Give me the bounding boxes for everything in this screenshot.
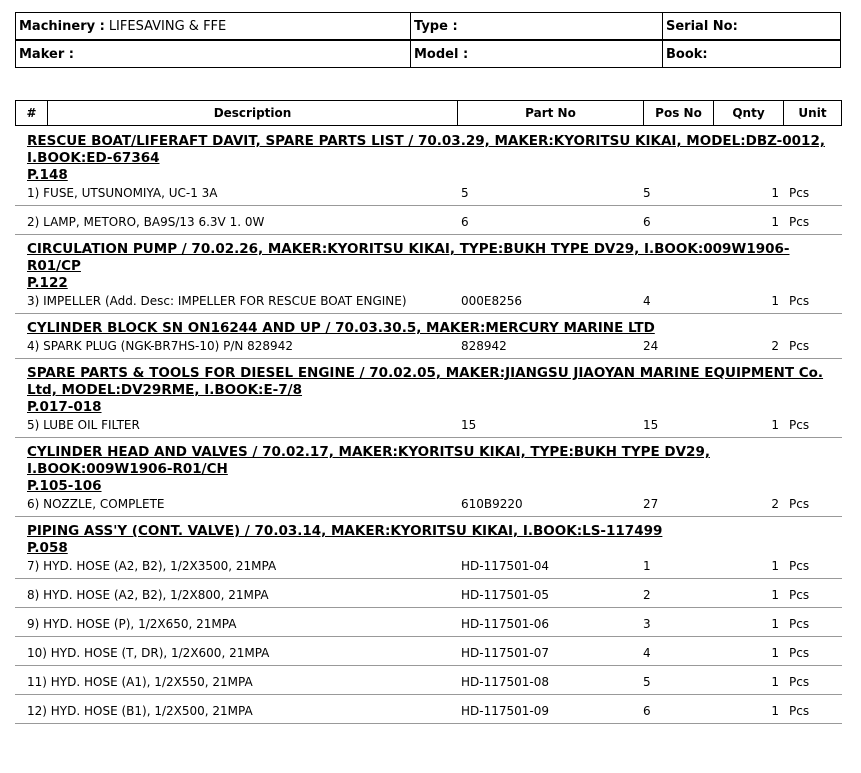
section-title-line: CYLINDER BLOCK SN ON16244 AND UP / 70.03.30.5, MAKER:MERCURY MARINE LTD (27, 320, 655, 336)
col-unit: Unit (784, 101, 842, 126)
item-description: 10) HYD. HOSE (T, DR), 1/2X600, 21MPA (27, 646, 270, 660)
item-pos-no: 5 (643, 675, 651, 689)
section-title-line: CYLINDER HEAD AND VALVES / 70.02.17, MAKER:KYORITSU KIKAI, TYPE:BUKH TYPE DV29, (27, 444, 710, 460)
section-title-line: P.017-018 (27, 399, 102, 415)
table-row (15, 637, 842, 666)
item-unit: Pcs (789, 294, 810, 308)
item-description: 11) HYD. HOSE (A1), 1/2X550, 21MPA (27, 675, 253, 689)
table-row (15, 184, 842, 206)
section-title (27, 241, 842, 292)
table-row (15, 666, 842, 695)
item-description: 3) IMPELLER (Add. Desc: IMPELLER FOR RESCUE BOAT ENGINE) (27, 294, 407, 308)
section-title-line: P.058 (27, 540, 68, 556)
section-title (27, 444, 842, 495)
item-description: 5) LUBE OIL FILTER (27, 418, 140, 432)
item-qnty: 1 (771, 186, 779, 200)
item-description: 2) LAMP, METORO, BA9S/13 6.3V 1. 0W (27, 215, 265, 229)
section (15, 127, 842, 235)
item-qnty: 1 (771, 215, 779, 229)
item-unit: Pcs (789, 186, 810, 200)
item-qnty: 1 (771, 559, 779, 573)
item-description: 8) HYD. HOSE (A2, B2), 1/2X800, 21MPA (27, 588, 269, 602)
item-pos-no: 24 (643, 339, 659, 353)
section-title-line: I.BOOK:ED-67364 (27, 150, 160, 166)
item-unit: Pcs (789, 418, 810, 432)
table-row (15, 292, 842, 313)
item-qnty: 1 (771, 418, 779, 432)
maker-cell (16, 41, 411, 68)
model-cell (411, 41, 663, 68)
table-row (15, 337, 842, 358)
maker-label: Maker : (19, 46, 74, 62)
model-label: Model : (414, 46, 469, 62)
item-part-no: HD-117501-07 (461, 646, 550, 660)
item-qnty: 2 (771, 339, 779, 353)
item-part-no: 5 (461, 186, 469, 200)
section-title-line: I.BOOK:009W1906-R01/CH (27, 461, 228, 477)
col-part-no: Part No (458, 101, 644, 126)
section-title-line: PIPING ASS'Y (CONT. VALVE) / 70.03.14, MAKER:KYORITSU KIKAI, I.BOOK:LS-117499 (27, 523, 663, 539)
table-row (15, 206, 842, 234)
machinery-cell (16, 13, 411, 40)
section (15, 438, 842, 517)
book-label: Book: (666, 46, 708, 62)
section-title-line: Ltd, MODEL:DV29RME, I.BOOK:E-7/8 (27, 382, 303, 398)
item-unit: Pcs (789, 497, 810, 511)
item-description: 6) NOZZLE, COMPLETE (27, 497, 165, 511)
item-description: 9) HYD. HOSE (P), 1/2X650, 21MPA (27, 617, 237, 631)
machinery-value: LIFESAVING & FFE (108, 18, 227, 34)
item-pos-no: 27 (643, 497, 659, 511)
item-qnty: 1 (771, 617, 779, 631)
item-unit: Pcs (789, 646, 810, 660)
item-unit: Pcs (789, 617, 810, 631)
section (15, 314, 842, 359)
item-unit: Pcs (789, 588, 810, 602)
item-qnty: 1 (771, 675, 779, 689)
section-title-line: SPARE PARTS & TOOLS FOR DIESEL ENGINE / 70.02.05, MAKER:JIANGSU JIAOYAN MARINE EQUIPMENT Co. (27, 365, 824, 381)
table-row (15, 695, 842, 723)
item-part-no: 6 (461, 215, 469, 229)
item-part-no: 000E8256 (461, 294, 523, 308)
item-qnty: 1 (771, 294, 779, 308)
serial-label: Serial No: (666, 18, 738, 34)
item-description: 7) HYD. HOSE (A2, B2), 1/2X3500, 21MPA (27, 559, 277, 573)
item-unit: Pcs (789, 704, 810, 718)
item-pos-no: 5 (643, 186, 651, 200)
item-part-no: HD-117501-06 (461, 617, 550, 631)
item-part-no: HD-117501-08 (461, 675, 550, 689)
col-pos-no: Pos No (644, 101, 714, 126)
item-part-no: HD-117501-04 (461, 559, 550, 573)
column-header (15, 100, 842, 126)
section-title (27, 320, 842, 337)
item-pos-no: 1 (643, 559, 651, 573)
section-title-line: CIRCULATION PUMP / 70.02.26, MAKER:KYORITSU KIKAI, TYPE:BUKH TYPE DV29, I.BOOK:009W1906-R01/CP (27, 241, 790, 274)
item-part-no: HD-117501-09 (461, 704, 550, 718)
section-title-line: P.148 (27, 167, 68, 183)
section-title-line: P.122 (27, 275, 68, 291)
type-label: Type : (414, 18, 458, 34)
item-part-no: HD-117501-05 (461, 588, 550, 602)
machinery-label: Machinery : (19, 18, 105, 34)
header-row-1 (15, 12, 841, 40)
item-qnty: 1 (771, 646, 779, 660)
item-qnty: 2 (771, 497, 779, 511)
section-title (27, 365, 842, 416)
item-unit: Pcs (789, 559, 810, 573)
section-title (27, 133, 842, 184)
item-unit: Pcs (789, 675, 810, 689)
table-row (15, 495, 842, 516)
item-description: 1) FUSE, UTSUNOMIYA, UC-1 3A (27, 186, 218, 200)
item-pos-no: 4 (643, 646, 651, 660)
table-row (15, 608, 842, 637)
item-pos-no: 2 (643, 588, 651, 602)
item-part-no: 610B9220 (461, 497, 523, 511)
col-description: Description (48, 101, 458, 126)
item-qnty: 1 (771, 588, 779, 602)
item-unit: Pcs (789, 339, 810, 353)
item-description: 12) HYD. HOSE (B1), 1/2X500, 21MPA (27, 704, 253, 718)
section (15, 517, 842, 724)
header-row-2 (15, 40, 841, 68)
serial-cell (663, 13, 841, 40)
table-row (15, 557, 842, 579)
table-row (15, 416, 842, 437)
item-part-no: 15 (461, 418, 477, 432)
section-title-line: RESCUE BOAT/LIFERAFT DAVIT, SPARE PARTS LIST / 70.03.29, MAKER:KYORITSU KIKAI, MODEL:DBZ-0012, (27, 133, 825, 149)
col-qnty: Qnty (714, 101, 784, 126)
item-pos-no: 15 (643, 418, 659, 432)
section-title (27, 523, 842, 557)
book-cell (663, 41, 841, 68)
item-pos-no: 4 (643, 294, 651, 308)
item-description: 4) SPARK PLUG (NGK-BR7HS-10) P/N 828942 (27, 339, 293, 353)
item-unit: Pcs (789, 215, 810, 229)
section-title-line: P.105-106 (27, 478, 102, 494)
item-pos-no: 3 (643, 617, 651, 631)
section (15, 235, 842, 314)
parts-list (15, 127, 842, 724)
section (15, 359, 842, 438)
col-num: # (16, 101, 48, 126)
item-part-no: 828942 (461, 339, 507, 353)
item-pos-no: 6 (643, 704, 651, 718)
item-qnty: 1 (771, 704, 779, 718)
type-cell (411, 13, 663, 40)
item-pos-no: 6 (643, 215, 651, 229)
table-row (15, 579, 842, 608)
